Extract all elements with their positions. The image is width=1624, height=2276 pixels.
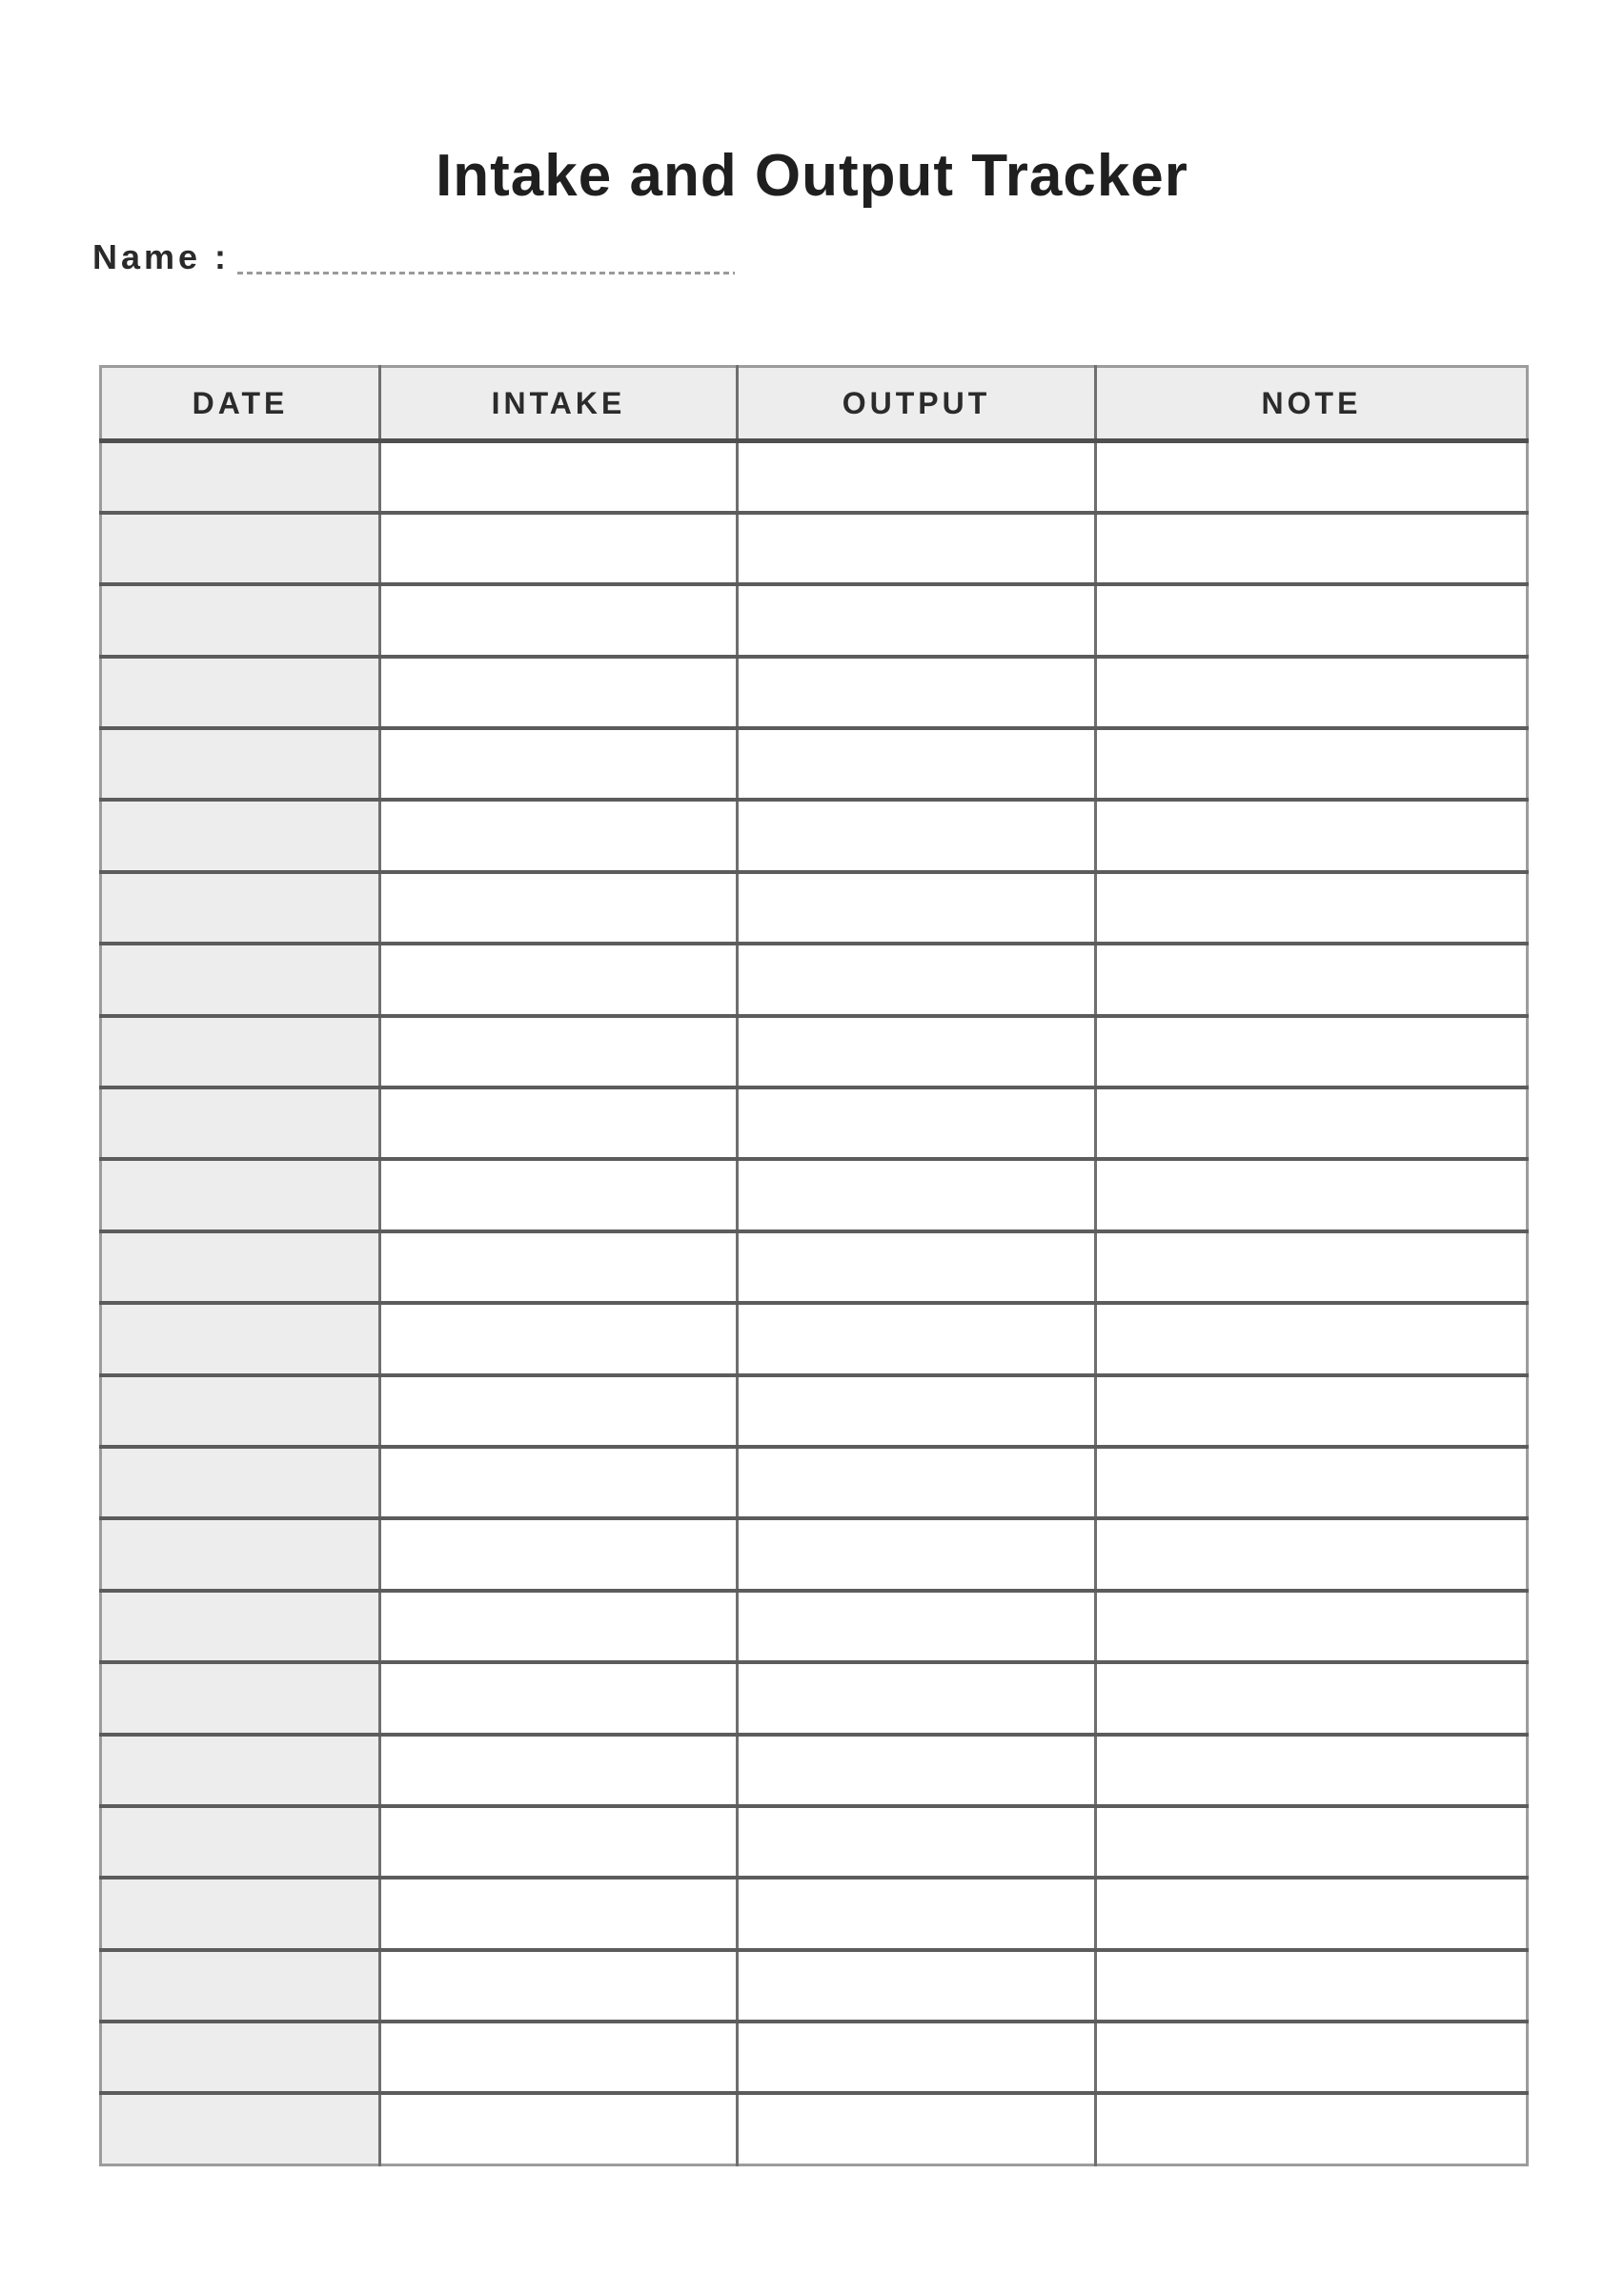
cell-date[interactable] (101, 2093, 380, 2164)
cell-date[interactable] (101, 584, 380, 656)
cell-output[interactable] (738, 1878, 1096, 1949)
cell-intake[interactable] (380, 1806, 738, 1878)
cell-date[interactable] (101, 2022, 380, 2093)
cell-date[interactable] (101, 728, 380, 800)
cell-date[interactable] (101, 1016, 380, 1087)
cell-intake[interactable] (380, 1231, 738, 1303)
cell-intake[interactable] (380, 1735, 738, 1806)
table-row (101, 1735, 1528, 1806)
cell-note[interactable] (1096, 584, 1528, 656)
cell-date[interactable] (101, 1591, 380, 1662)
cell-intake[interactable] (380, 1375, 738, 1447)
column-header-note: NOTE (1096, 367, 1528, 441)
cell-output[interactable] (738, 1087, 1096, 1159)
cell-intake[interactable] (380, 513, 738, 584)
cell-note[interactable] (1096, 1087, 1528, 1159)
cell-note[interactable] (1096, 728, 1528, 800)
table-row (101, 584, 1528, 656)
table-row (101, 2022, 1528, 2093)
cell-date[interactable] (101, 441, 380, 513)
cell-date[interactable] (101, 1878, 380, 1949)
cell-note[interactable] (1096, 1878, 1528, 1949)
table-row (101, 1950, 1528, 2022)
cell-note[interactable] (1096, 1375, 1528, 1447)
cell-output[interactable] (738, 872, 1096, 944)
cell-date[interactable] (101, 872, 380, 944)
cell-intake[interactable] (380, 1662, 738, 1734)
cell-output[interactable] (738, 1806, 1096, 1878)
cell-intake[interactable] (380, 584, 738, 656)
cell-intake[interactable] (380, 2093, 738, 2164)
cell-note[interactable] (1096, 1591, 1528, 1662)
cell-date[interactable] (101, 944, 380, 1015)
table-header (101, 367, 1528, 441)
cell-date[interactable] (101, 1735, 380, 1806)
cell-output[interactable] (738, 1231, 1096, 1303)
name-field (92, 236, 735, 278)
cell-output[interactable] (738, 1735, 1096, 1806)
table-row (101, 944, 1528, 1015)
cell-note[interactable] (1096, 1231, 1528, 1303)
table-row (101, 1806, 1528, 1878)
table-row (101, 513, 1528, 584)
cell-note[interactable] (1096, 1735, 1528, 1806)
table-row (101, 1447, 1528, 1518)
table-row (101, 1518, 1528, 1590)
cell-output[interactable] (738, 513, 1096, 584)
column-header-output: OUTPUT (738, 367, 1096, 441)
cell-note[interactable] (1096, 1950, 1528, 2022)
cell-intake[interactable] (380, 1159, 738, 1230)
cell-output[interactable] (738, 1159, 1096, 1230)
cell-intake[interactable] (380, 657, 738, 728)
cell-intake[interactable] (380, 1087, 738, 1159)
cell-date[interactable] (101, 1662, 380, 1734)
table-row (101, 1016, 1528, 1087)
table-row (101, 1662, 1528, 1734)
cell-note[interactable] (1096, 513, 1528, 584)
table-row (101, 1303, 1528, 1374)
cell-date[interactable] (101, 1087, 380, 1159)
cell-output[interactable] (738, 1016, 1096, 1087)
cell-output[interactable] (738, 657, 1096, 728)
cell-note[interactable] (1096, 1303, 1528, 1374)
cell-output[interactable] (738, 1447, 1096, 1518)
cell-note[interactable] (1096, 657, 1528, 728)
name-input-line[interactable] (237, 242, 735, 274)
cell-output[interactable] (738, 944, 1096, 1015)
cell-date[interactable] (101, 657, 380, 728)
cell-note[interactable] (1096, 872, 1528, 944)
cell-note[interactable] (1096, 944, 1528, 1015)
tracker-table (99, 365, 1529, 2166)
column-header-intake: INTAKE (380, 367, 738, 441)
cell-note[interactable] (1096, 1447, 1528, 1518)
cell-output[interactable] (738, 1518, 1096, 1590)
table-row (101, 1087, 1528, 1159)
cell-output[interactable] (738, 1591, 1096, 1662)
cell-output[interactable] (738, 1950, 1096, 2022)
cell-intake[interactable] (380, 1950, 738, 2022)
cell-note[interactable] (1096, 1159, 1528, 1230)
table-row (101, 872, 1528, 944)
cell-output[interactable] (738, 441, 1096, 513)
cell-date[interactable] (101, 1159, 380, 1230)
table-row (101, 1375, 1528, 1447)
cell-note[interactable] (1096, 2022, 1528, 2093)
cell-intake[interactable] (380, 872, 738, 944)
table-row (101, 800, 1528, 871)
cell-note[interactable] (1096, 1016, 1528, 1087)
cell-output[interactable] (738, 2093, 1096, 2164)
cell-note[interactable] (1096, 1662, 1528, 1734)
table-row (101, 1159, 1528, 1230)
cell-output[interactable] (738, 1303, 1096, 1374)
table-row (101, 441, 1528, 513)
table-row (101, 2093, 1528, 2164)
cell-note[interactable] (1096, 1518, 1528, 1590)
cell-intake[interactable] (380, 1518, 738, 1590)
cell-date[interactable] (101, 1806, 380, 1878)
table-row (101, 728, 1528, 800)
cell-intake[interactable] (380, 1591, 738, 1662)
cell-note[interactable] (1096, 2093, 1528, 2164)
cell-intake[interactable] (380, 728, 738, 800)
cell-note[interactable] (1096, 441, 1528, 513)
page-title: Intake and Output Tracker (436, 142, 1188, 209)
cell-date[interactable] (101, 513, 380, 584)
cell-intake[interactable] (380, 1878, 738, 1949)
cell-intake[interactable] (380, 1447, 738, 1518)
table-row (101, 1878, 1528, 1949)
cell-note[interactable] (1096, 800, 1528, 871)
cell-intake[interactable] (380, 2022, 738, 2093)
cell-intake[interactable] (380, 1303, 738, 1374)
cell-output[interactable] (738, 1375, 1096, 1447)
cell-output[interactable] (738, 800, 1096, 871)
table-row (101, 1591, 1528, 1662)
cell-intake[interactable] (380, 1016, 738, 1087)
column-header-date: DATE (101, 367, 380, 441)
cell-note[interactable] (1096, 1806, 1528, 1878)
table-row (101, 1231, 1528, 1303)
cell-date[interactable] (101, 1375, 380, 1447)
table-row (101, 657, 1528, 728)
cell-date[interactable] (101, 1231, 380, 1303)
cell-intake[interactable] (380, 800, 738, 871)
cell-intake[interactable] (380, 441, 738, 513)
cell-date[interactable] (101, 1447, 380, 1518)
cell-output[interactable] (738, 1662, 1096, 1734)
name-label: Name : (92, 237, 231, 276)
cell-output[interactable] (738, 584, 1096, 656)
cell-date[interactable] (101, 1950, 380, 2022)
cell-date[interactable] (101, 800, 380, 871)
cell-intake[interactable] (380, 944, 738, 1015)
header-row (101, 367, 1528, 441)
cell-output[interactable] (738, 2022, 1096, 2093)
table-body (101, 441, 1528, 2165)
cell-date[interactable] (101, 1303, 380, 1374)
cell-output[interactable] (738, 728, 1096, 800)
cell-date[interactable] (101, 1518, 380, 1590)
